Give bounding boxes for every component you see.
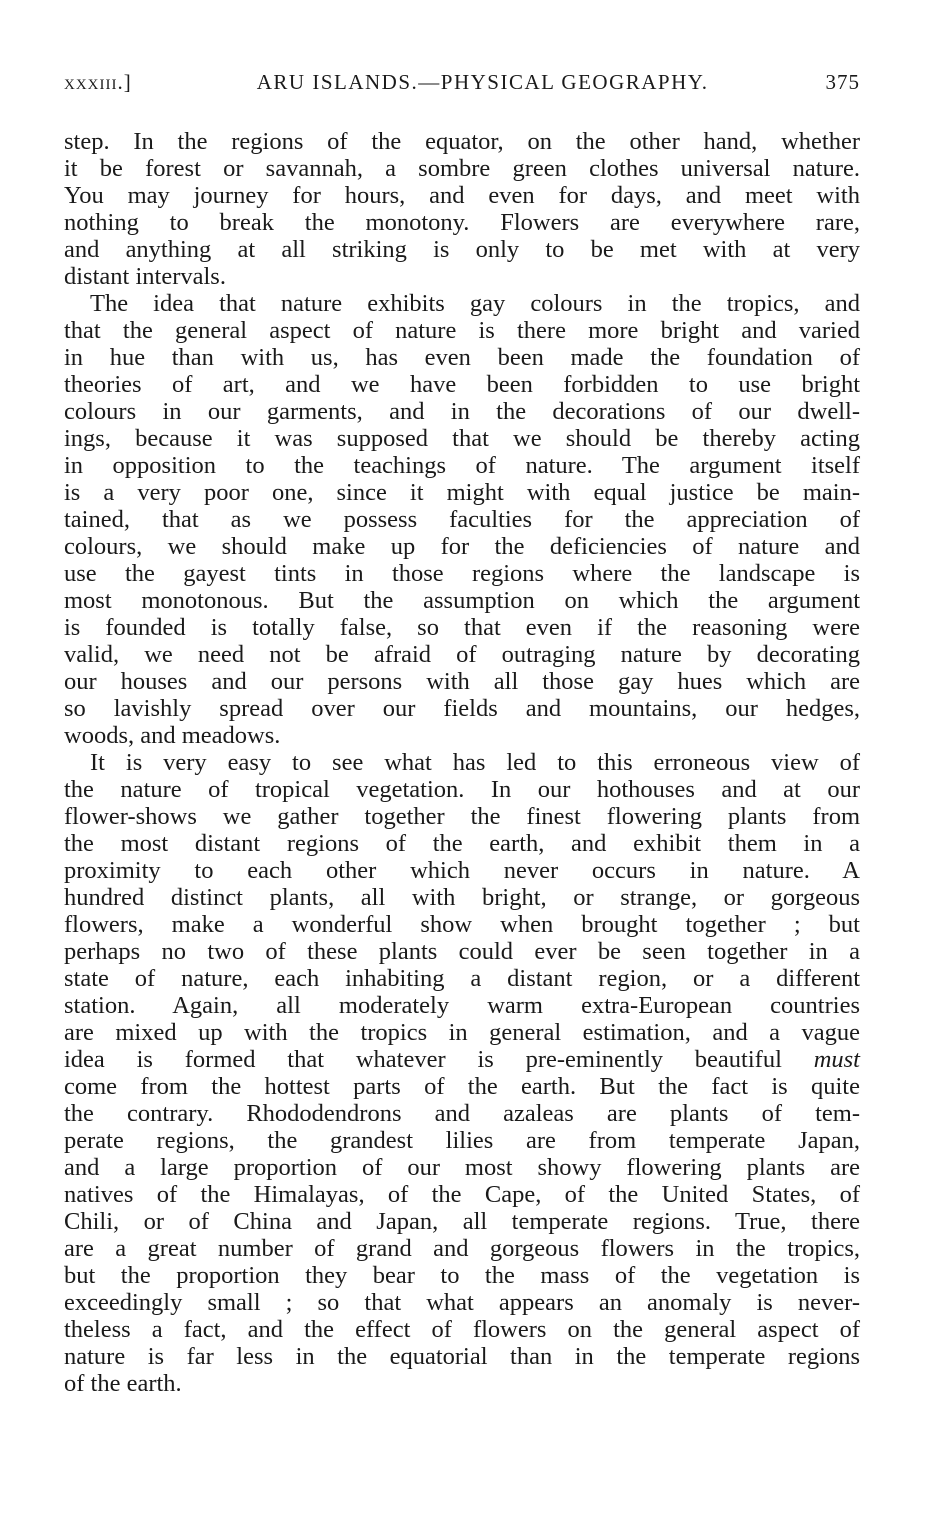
text-line: You may journey for hours, and even for days, and meet with xyxy=(64,182,860,209)
chapter-number: xxxiii.] xyxy=(64,70,132,94)
text-line: woods, and meadows. xyxy=(64,722,281,749)
text-line: flower-shows we gather together the finest flowering plants from xyxy=(64,803,860,830)
text-line: our houses and our persons with all those gay hues which are xyxy=(64,668,860,695)
text-line: nature is far less in the equatorial than in the temperate regions xyxy=(64,1343,860,1370)
text-line: natives of the Himalayas, of the Cape, of the United States, of xyxy=(64,1181,860,1208)
text-line: the most distant regions of the earth, and exhibit them in a xyxy=(64,830,860,857)
text-line: station. Again, all moderately warm extra-European countries xyxy=(64,992,860,1019)
text-line: of the earth. xyxy=(64,1370,182,1397)
text-line: state of nature, each inhabiting a distant region, or a different xyxy=(64,965,860,992)
text-line: in hue than with us, has even been made the foundation of xyxy=(64,344,860,371)
text-line: it be forest or savannah, a sombre green clothes universal nature. xyxy=(64,155,860,182)
book-page xyxy=(64,70,860,1397)
text-line: hundred distinct plants, all with bright, or strange, or gorgeous xyxy=(64,884,860,911)
text-line: It is very easy to see what has led to this erroneous view of xyxy=(90,749,860,776)
text-line: come from the hottest parts of the earth. But the fact is quite xyxy=(64,1073,860,1100)
text-line: nothing to break the monotony. Flowers are everywhere rare, xyxy=(64,209,860,236)
text-line: proximity to each other which never occurs in nature. A xyxy=(64,857,860,884)
text-line: distant intervals. xyxy=(64,263,226,290)
text-line: are a great number of grand and gorgeous flowers in the tropics, xyxy=(64,1235,860,1262)
running-head xyxy=(64,70,860,110)
text-line: are mixed up with the tropics in general estimation, and a vague xyxy=(64,1019,860,1046)
paragraph xyxy=(64,290,860,749)
text-line: theories of art, and we have been forbidden to use bright xyxy=(64,371,860,398)
text-line: The idea that nature exhibits gay colours in the tropics, and xyxy=(90,290,860,317)
body-text xyxy=(64,128,860,1397)
text-line: perate regions, the grandest lilies are from temperate Japan, xyxy=(64,1127,860,1154)
text-line: in opposition to the teachings of nature. The argument itself xyxy=(64,452,860,479)
text-line: colours, we should make up for the deficiencies of nature and xyxy=(64,533,860,560)
text-line: Chili, or of China and Japan, all temperate regions. True, there xyxy=(64,1208,860,1235)
text-line: ings, because it was supposed that we should be thereby acting xyxy=(64,425,860,452)
text-line: step. In the regions of the equator, on the other hand, whether xyxy=(64,128,860,155)
text-line: flowers, make a wonderful show when brought together ; but xyxy=(64,911,860,938)
text-line: perhaps no two of these plants could ever be seen together in a xyxy=(64,938,860,965)
text-line: that the general aspect of nature is there more bright and varied xyxy=(64,317,860,344)
text-line: most monotonous. But the assumption on which the argument xyxy=(64,587,860,614)
text-line: colours in our garments, and in the decorations of our dwell- xyxy=(64,398,860,425)
text-line: and a large proportion of our most showy flowering plants are xyxy=(64,1154,860,1181)
emphasis: must xyxy=(813,1046,860,1073)
text-line: so lavishly spread over our fields and mountains, our hedges, xyxy=(64,695,860,722)
text-line: is founded is totally false, so that even if the reasoning were xyxy=(64,614,860,641)
text-line: the contrary. Rhododendrons and azaleas are plants of tem- xyxy=(64,1100,860,1127)
text-line: is a very poor one, since it might with equal justice be main- xyxy=(64,479,860,506)
text-line: but the proportion they bear to the mass of the vegetation is xyxy=(64,1262,860,1289)
paragraph xyxy=(64,749,860,1397)
running-title: ARU ISLANDS.—PHYSICAL GEOGRAPHY. xyxy=(256,70,709,94)
text-line: exceedingly small ; so that what appears an anomaly is never- xyxy=(64,1289,860,1316)
text-line: theless a fact, and the effect of flowers on the general aspect of xyxy=(64,1316,860,1343)
text-line: and anything at all striking is only to be met with at very xyxy=(64,236,860,263)
text-line: the nature of tropical vegetation. In our hothouses and at our xyxy=(64,776,860,803)
text-line: tained, that as we possess faculties for the appreciation of xyxy=(64,506,860,533)
text-line: valid, we need not be afraid of outraging nature by decorating xyxy=(64,641,860,668)
text-line: use the gayest tints in those regions where the landscape is xyxy=(64,560,860,587)
text-line: idea is formed that whatever is pre-eminently beautiful must xyxy=(64,1046,860,1073)
page-number: 375 xyxy=(825,70,860,94)
paragraph xyxy=(64,128,860,290)
